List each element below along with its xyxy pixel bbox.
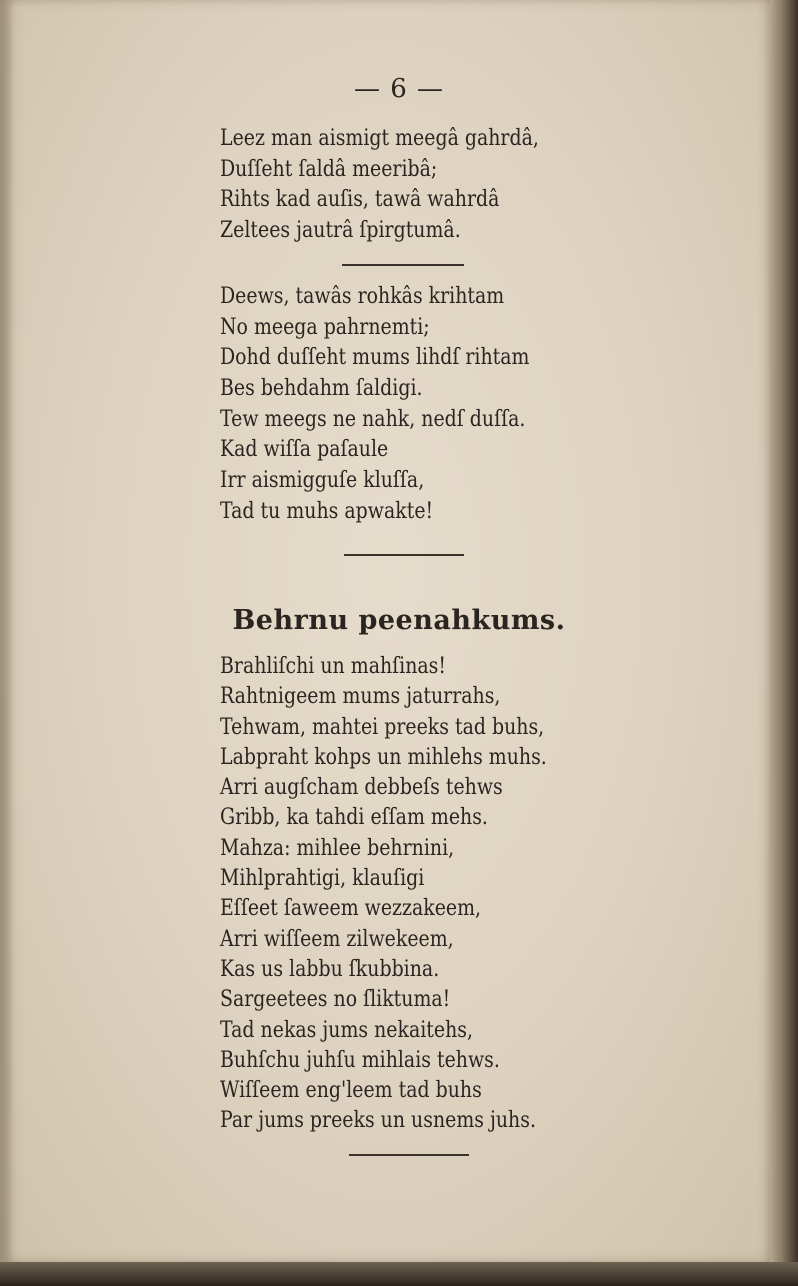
verse-line: Rihts kad auſis, tawâ wahrdâ [220,187,500,213]
verse-line: Wiſſeem eng'leem tad buhs [220,1078,482,1104]
verse-line: Dohd duſſeht mums lihdſ rihtam [220,345,530,371]
verse-line: Rahtnigeem mums jaturrahs, [220,684,501,710]
stanza-3 [220,652,600,1137]
poem-title: Behrnu peenahkums. [232,605,566,636]
section-divider [344,554,464,556]
section-divider [349,1154,469,1156]
verse-line: Duſſeht ſaldâ meeribâ; [220,156,438,182]
section-divider [342,264,464,266]
verse-line: Par jums preeks un usnems juhs. [220,1108,536,1134]
verse-line: Labpraht kohps un mihlehs muhs. [220,744,547,770]
verse-line: Tew meegs ne nahk, nedſ duſſa. [220,406,526,432]
verse-line: Deews, tawâs rohkâs krihtam [220,284,505,309]
verse-line: Eſſeet ſaweem wezzakeem, [220,896,482,922]
verse-line: Kas us labbu ſkubbina. [220,956,440,982]
verse-line: Zeltees jautrâ ſpirgtumâ. [220,218,461,244]
verse-line: No meega pahrnemti; [220,314,430,340]
verse-line: Brahliſchi un mahſinas! [220,654,446,679]
stanza-2 [220,282,580,528]
verse-line: Arri wiſſeem zilwekeem, [220,926,454,952]
verse-line: Mahza: mihlee behrnini, [220,835,455,861]
verse-line: Irr aismigguſe kluſſa, [220,468,425,494]
verse-line: Buhſchu juhſu mihlais tehws. [220,1047,500,1073]
stanza-1 [220,124,591,247]
verse-line: Kad wiſſa paſaule [220,437,389,463]
verse-line: Mihlprahtigi, klauſigi [220,866,425,892]
page-number: — 6 — [353,74,445,104]
verse-line: Bes behdahm ſaldigi. [220,376,423,402]
verse-line: Sargeetees no ſliktuma! [220,987,451,1013]
verse-line: Tehwam, mahtei preeks tad buhs, [220,714,545,740]
page-edge-right [770,0,798,1286]
page-edge-bottom [0,1262,798,1286]
verse-line: Leez man aismigt meegâ gahrdâ, [220,126,539,151]
verse-line: Arri augſcham debbeſs tehws [220,775,503,801]
verse-line: Tad nekas jums nekaitehs, [220,1017,474,1043]
verse-line: Gribb, ka tahdi eſſam mehs. [220,805,488,831]
verse-line: Tad tu muhs apwakte! [220,498,434,524]
